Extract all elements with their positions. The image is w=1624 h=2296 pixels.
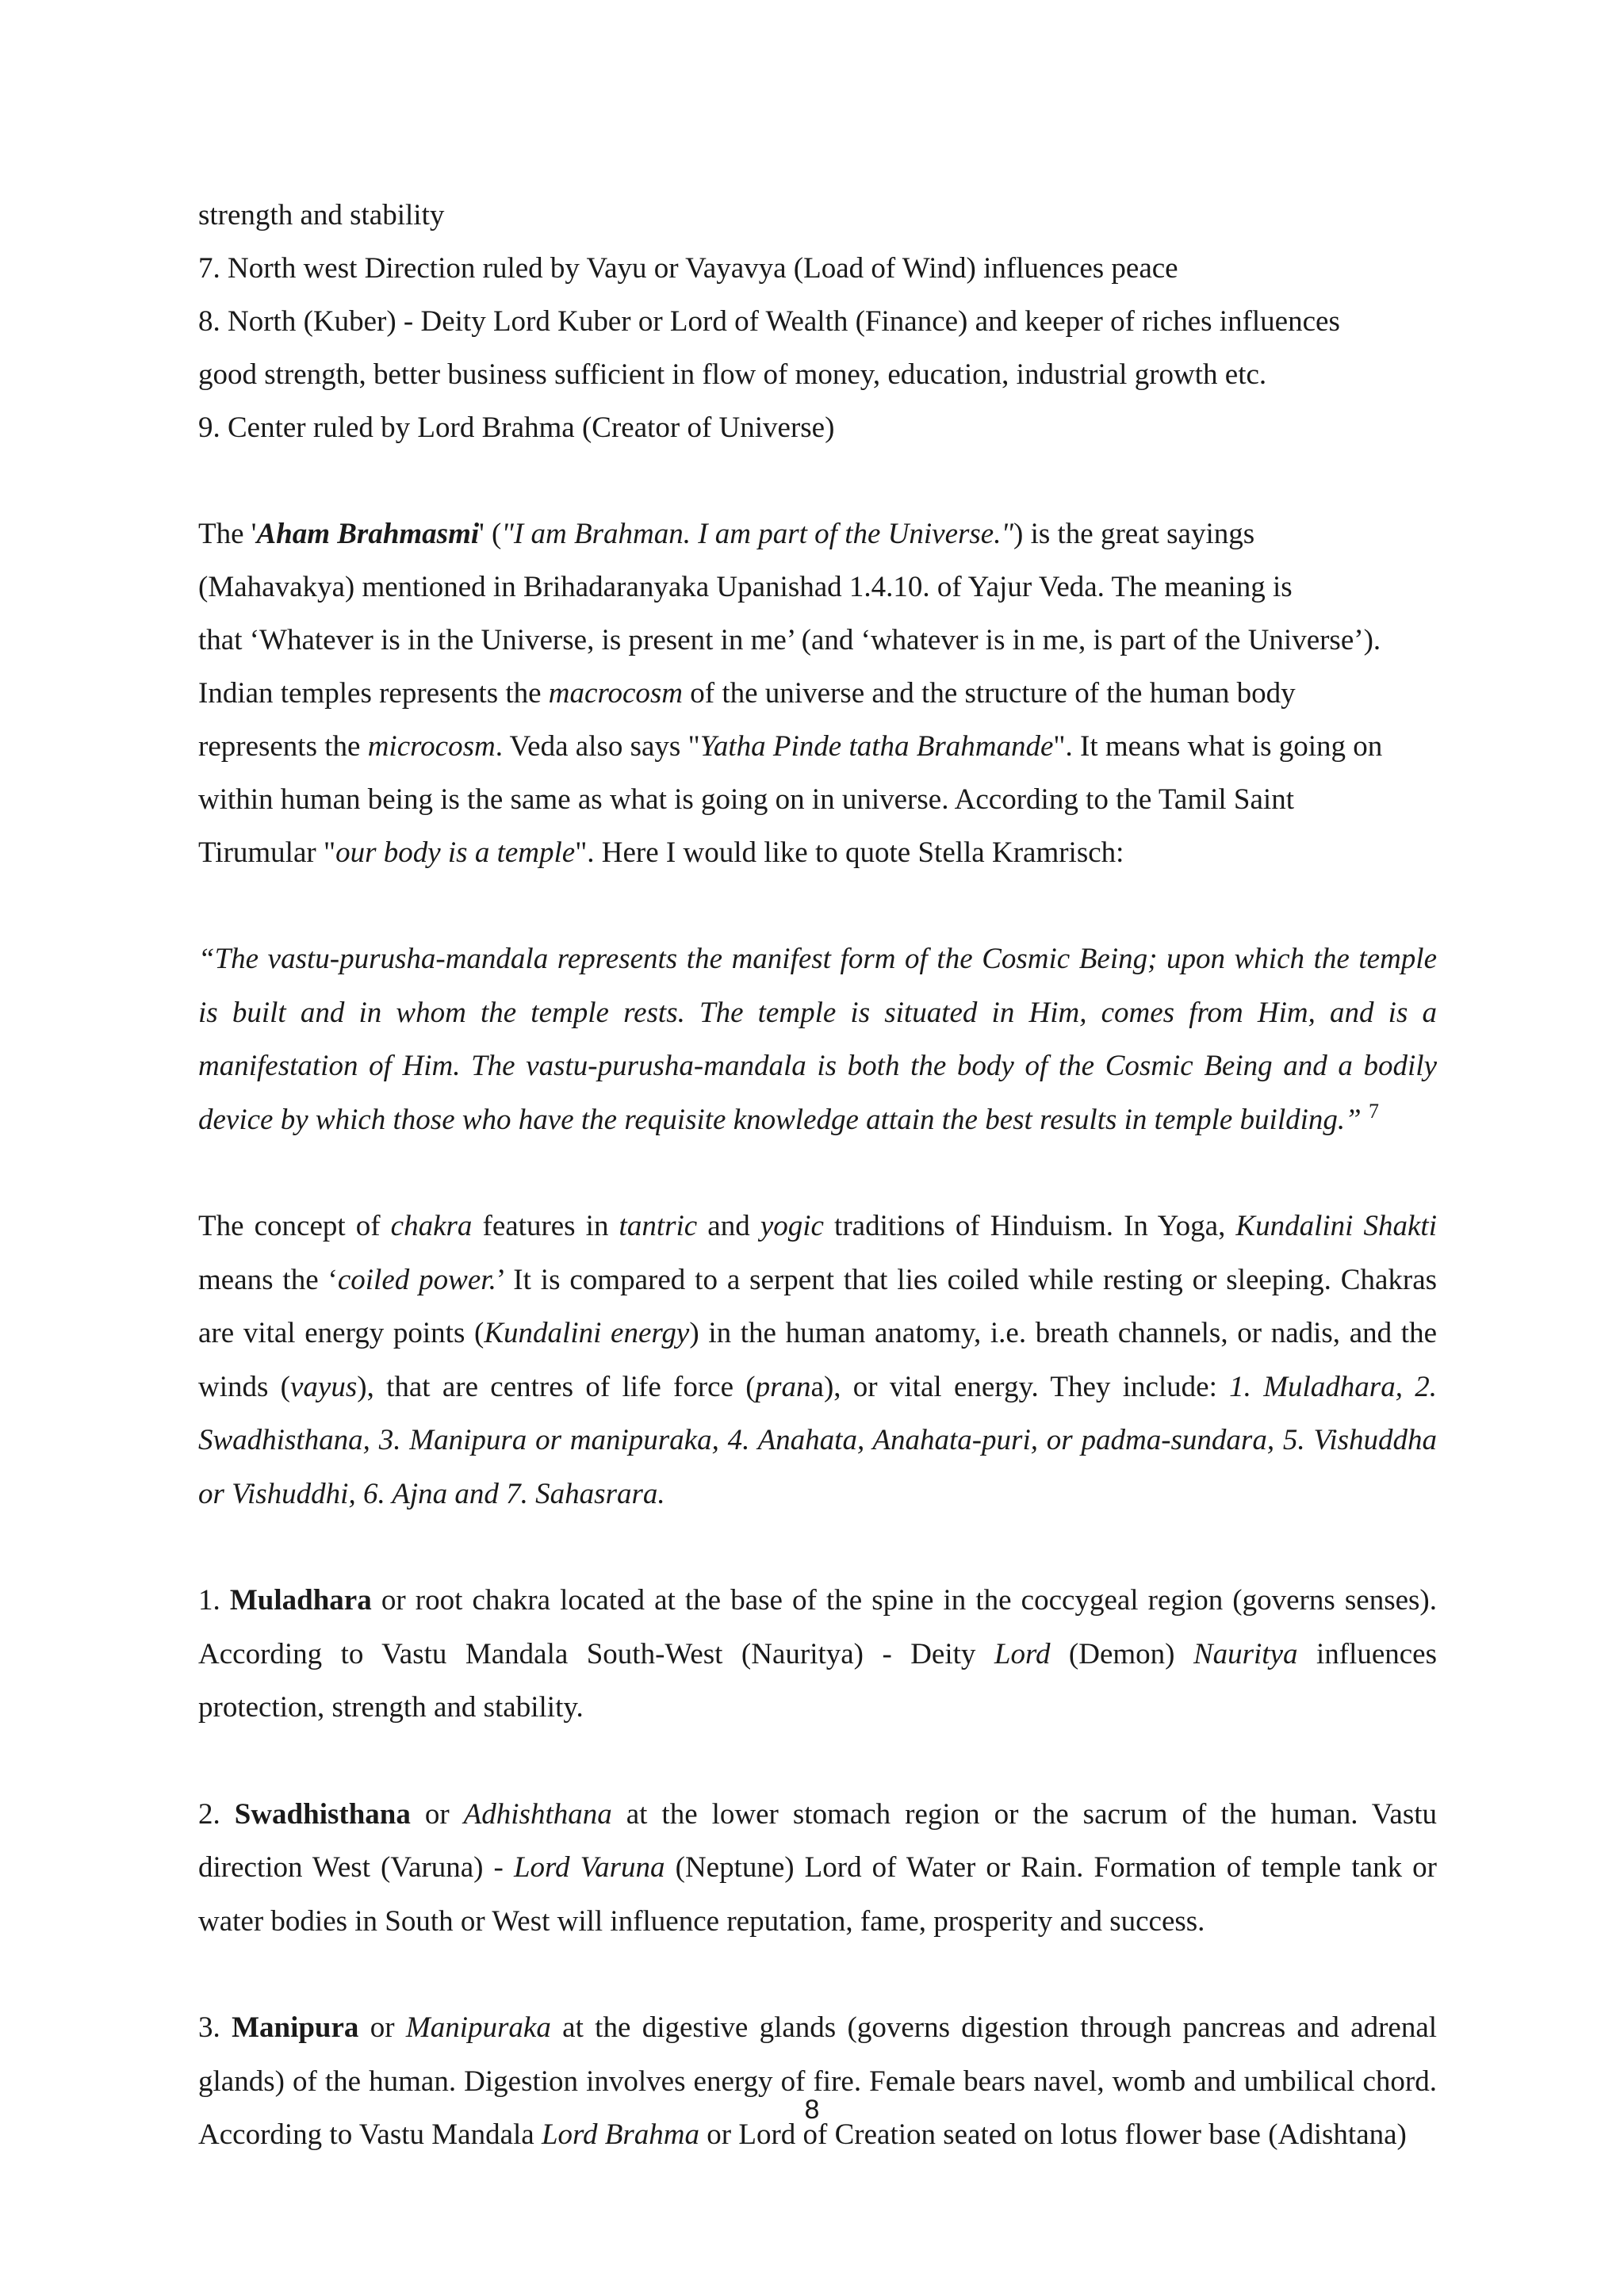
manipura-paragraph: 3. Manipura or Manipuraka at the digestive glands (governs digestion through pancreas and adrenal glands) of the human. Digestion involves energy of fire. Female bears navel, womb and umbilical chord. According to Vastu Mandala Lord Brahma or Lord of Creation seated on lotus flower base (Adishtana) <box>198 2011 1438 2151</box>
chakra-paragraph: The concept of chakra features in tantric and yogic traditions of Hinduism. In Yoga, Kundalini Shakti means the ‘coiled power.’ It is compared to a serpent that lies coiled while resting or sleeping. Chakras are vital energy points (Kundalini energy) in the human anatomy, i.e. breath channels, or nadis, and the winds (vayus), that are centres of life force (prana), or vital energy. They include: 1. Muladhara, 2. Swadhisthana, 3. Manipura or manipuraka, 4. Anahata, Anahata-puri, or padma-sundara, 5. Vishuddha or Vishuddhi, 6. Ajna and 7. Sahasrara. <box>198 1210 1438 1510</box>
muladhara-paragraph: 1. Muladhara or root chakra located at the base of the spine in the coccygeal region (governs senses). According to Vastu Mandala South-West (Nauritya) - Deity Lord (Demon) Nauritya influences protection, strength and stability. <box>198 1584 1438 1724</box>
aham-brahmasmi-paragraph: The 'Aham Brahmasmi' ("I am Brahman. I am part of the Universe.") is the great sayings (Mahavakya) mentioned in Brihadaranyaka Upanishad 1.4.10. of Yajur Veda. The meaning is that ‘Whatever is in the Universe, is present in me’ (and ‘whatever is in me, is part of the Universe’). Indian temples represents the macrocosm of the universe and the structure of the human body represents the microcosm. Veda also says "Yatha Pinde tatha Brahmande". It means what is going on within human being is the same as what is going on in universe. According to the Tamil Saint Tirumular "our body is a temple". Here I would like to quote Stella Kramrisch: <box>198 518 1383 869</box>
manipura-heading: Manipura <box>232 2011 359 2044</box>
direction-item-7: 7. North west Direction ruled by Vayu or Vayavya (Load of Wind) influences peace <box>198 252 1178 285</box>
continuation-line: strength and stability <box>198 199 445 232</box>
muladhara-heading: Muladhara <box>229 1584 372 1617</box>
footnote-marker: 7 <box>1368 1099 1379 1123</box>
chakra-list: 1. Muladhara, 2. Swadhisthana, 3. Manipura or manipuraka, 4. Anahata, Anahata-puri, or padma-sundara, 5. Vishuddha or Vishuddhi, 6. Ajna and 7. Sahasrara. <box>198 1370 1437 1510</box>
direction-item-8-cont: good strength, better business sufficient in flow of money, education, industrial growth etc. <box>198 358 1267 391</box>
swadhisthana-paragraph: 2. Swadhisthana or Adhishthana at the lower stomach region or the sacrum of the human. Vastu direction West (Varuna) - Lord Varuna (Neptune) Lord of Water or Rain. Formation of temple tank or water bodies in South or West will influence reputation, fame, prosperity and success. <box>198 1797 1438 1938</box>
swadhisthana-heading: Swadhisthana <box>234 1797 411 1831</box>
direction-item-9: 9. Center ruled by Lord Brahma (Creator of Universe) <box>198 411 835 444</box>
aham-brahmasmi-term: Aham Brahmasmi <box>256 518 480 550</box>
kramrisch-block-quote: “The vastu-purusha-mandala represents the manifest form of the Cosmic Being; upon which the temple is built and in whom the temple rests. The temple is situated in Him, comes from Him, and is a manifestation of Him. The vastu-purusha-mandala is both the body of the Cosmic Being and a bodily device by which those who have the requisite knowledge attain the best results in temple building.” $^7$ <box>198 943 1437 1136</box>
direction-item-8: 8. North (Kuber) - Deity Lord Kuber or Lord of Wealth (Finance) and keeper of riches influences <box>198 305 1340 338</box>
page-number: 8 <box>804 2095 820 2125</box>
document-page <box>198 189 1437 2162</box>
